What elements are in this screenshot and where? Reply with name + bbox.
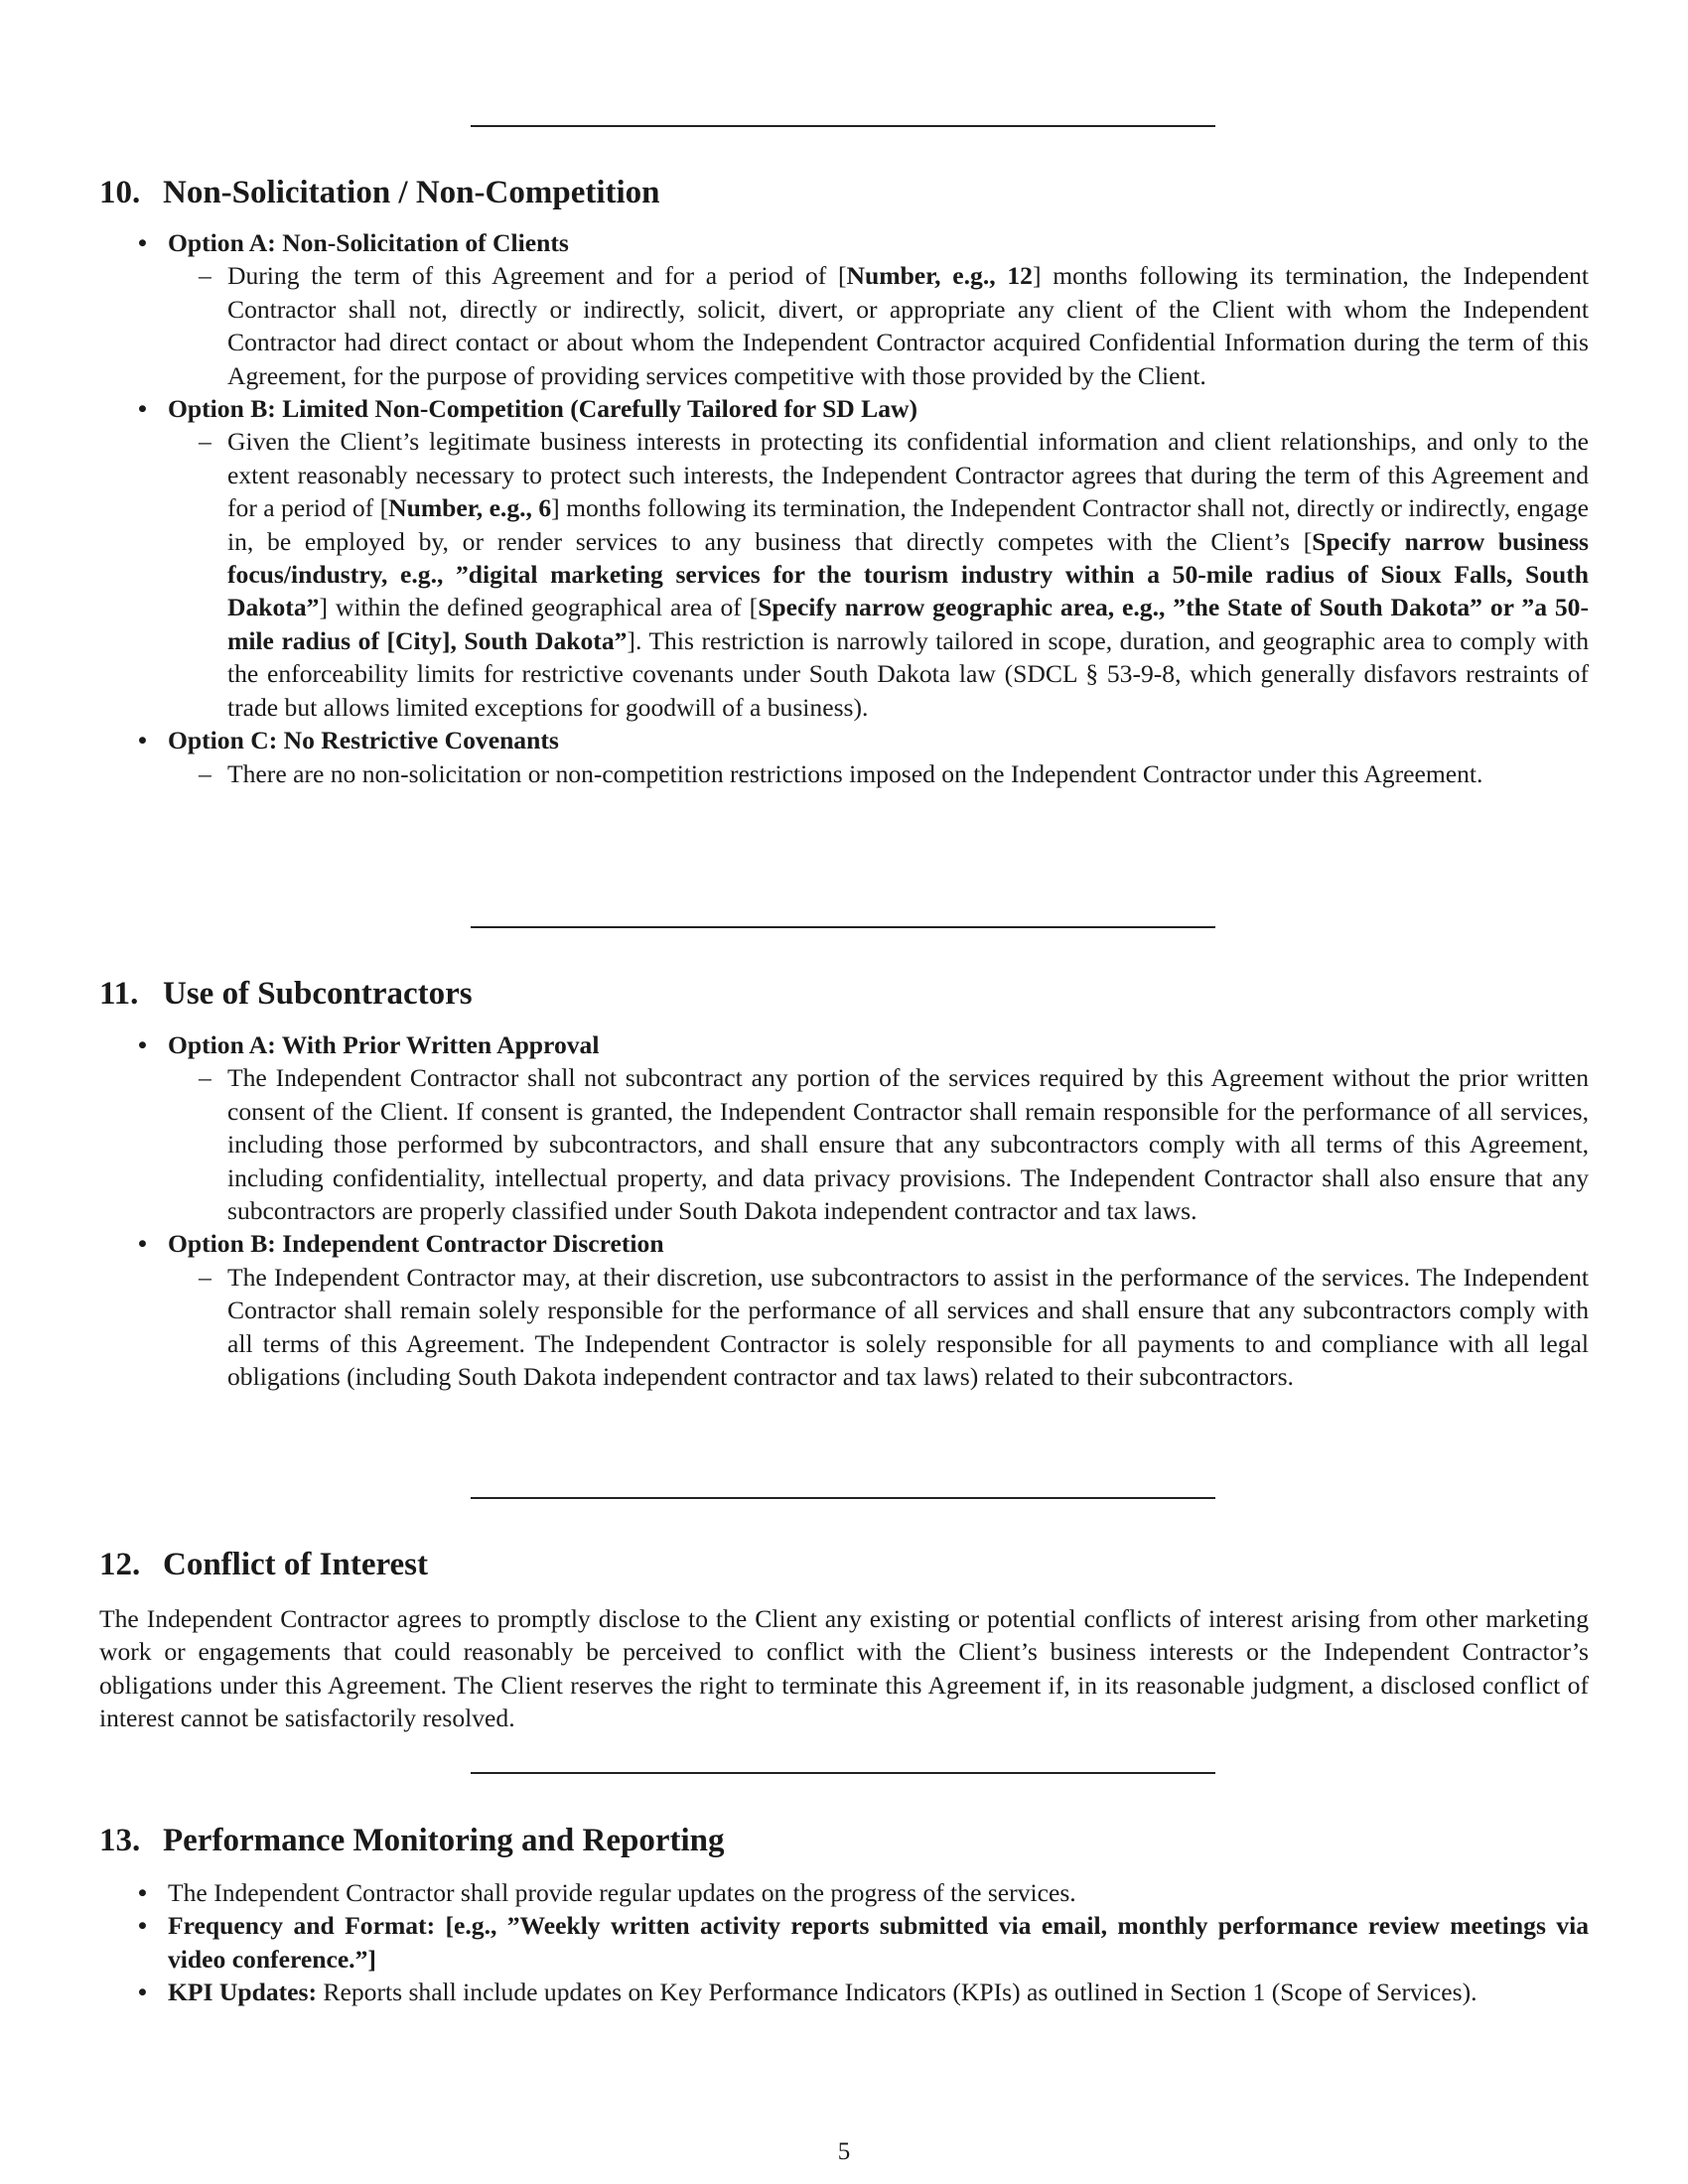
section-title: Performance Monitoring and Reporting <box>163 1823 725 1858</box>
bullet-item <box>99 1976 1589 2008</box>
option-label: • Option A: Non-Solicitation of Clients <box>99 226 1589 259</box>
section-number: 10. <box>99 175 141 210</box>
section-number: 12. <box>99 1547 141 1582</box>
section-title: Use of Subcontractors <box>163 976 473 1012</box>
document-page <box>99 0 1589 2184</box>
option-text <box>99 425 1589 724</box>
bullet-label: Frequency and Format: <box>168 1911 436 1941</box>
bullet-label: KPI Updates: <box>168 1978 318 2007</box>
section-12-heading <box>99 1545 428 1584</box>
bullet-item: • The Independent Contractor shall provide regular updates on the progress of the services. <box>99 1876 1589 1909</box>
section-10-heading <box>99 173 660 212</box>
text-run: ]. This restriction is narrowly tailored in scope, duration, and geographic area to comply with the enforceability limits for restrictive covenants under South Dakota law (SDCL § 53-9-8, which generally disfavors restraints of trade but allows limited exceptions for goodwill of a business). <box>227 625 1589 722</box>
placeholder-text: Specify narrow geographic area, e.g., ”the State of South Dakota” or ”a 50-mile radius of [City], South Dakota” <box>227 593 1589 655</box>
option-label: • Option C: No Restrictive Covenants <box>99 724 1589 756</box>
section-divider <box>471 926 1215 928</box>
section-10-body <box>99 226 1589 790</box>
text-run: ] months following its termination, the Independent Contractor shall not, directly or indirectly, engage in, be employed by, or render services to any business that directly competes with the Client’s [ <box>227 493 1589 556</box>
placeholder-text: [e.g., ”Weekly written activity reports submitted via email, monthly performance review meetings via video conference.”] <box>168 1911 1589 1974</box>
option-text: – The Independent Contractor shall not subcontract any portion of the services required by this Agreement without the prior written consent of the Client. If consent is granted, the Independent Contractor shall remain responsible for the performance of all services, including those performed by subcontractors, and shall ensure that any subcontractors comply with all terms of this Agreement, including confidentiality, intellectual property, and data privacy provisions. The Independent Contractor shall also ensure that any subcontractors are properly classified under South Dakota independent contractor and tax laws. <box>99 1061 1589 1227</box>
section-divider <box>471 1497 1215 1499</box>
text-run: ] within the defined geographical area of [ <box>319 593 759 622</box>
section-divider <box>471 1772 1215 1774</box>
section-number: 13. <box>99 1823 141 1858</box>
option-label: • Option B: Limited Non-Competition (Carefully Tailored for SD Law) <box>99 392 1589 425</box>
placeholder-text: Number, e.g., 12 <box>846 261 1033 291</box>
placeholder-text: Specify narrow business focus/industry, e.g., ”digital marketing services for the tourism industry within a 50-mile radius of Sioux Falls, South Dakota” <box>227 526 1589 622</box>
text-run: Reports shall include updates on Key Performance Indicators (KPIs) as outlined in Section 1 (Scope of Services). <box>323 1978 1477 2007</box>
section-13-heading <box>99 1821 725 1860</box>
section-divider <box>471 125 1215 127</box>
text-run: ] months following its termination, the Independent Contractor shall not, directly or indirectly, solicit, divert, or appropriate any client of the Client with whom the Independent Contractor had direct contact or about whom the Independent Contractor acquired Confidential Information during the term of this Agreement, for the purpose of providing services competitive with those provided by the Client. <box>227 261 1589 390</box>
option-text: – The Independent Contractor may, at their discretion, use subcontractors to assist in the performance of the services. The Independent Contractor shall remain solely responsible for the performance of all services and shall ensure that any subcontractors comply with all terms of this Agreement. The Independent Contractor is solely responsible for all payments to and compliance with all legal obligations (including South Dakota independent contractor and tax laws) related to their subcontractors. <box>99 1261 1589 1394</box>
page-number: 5 <box>837 2138 851 2165</box>
section-11-heading <box>99 974 473 1014</box>
text-run: Given the Client’s legitimate business interests in protecting its confidential information and client relationships, and only to the extent reasonably necessary to protect such interests, the Independent Contractor agrees that during the term of this Agreement and for a period of [ <box>227 427 1589 523</box>
option-label: • Option B: Independent Contractor Discretion <box>99 1227 1589 1260</box>
section-13-body <box>99 1876 1589 2009</box>
section-11-body <box>99 1028 1589 1393</box>
section-12-paragraph: The Independent Contractor agrees to promptly disclose to the Client any existing or potential conflicts of interest arising from other marketing work or engagements that could reasonably be perceived to conflict with the Client’s business interests or the Independent Contractor’s obligations under this Agreement. The Client reserves the right to terminate this Agreement if, in its reasonable judgment, a disclosed conflict of interest cannot be satisfactorily resolved. <box>99 1604 1589 1733</box>
option-text: – There are no non-solicitation or non-competition restrictions imposed on the Independent Contractor under this Agreement. <box>99 757 1589 790</box>
placeholder-text: Number, e.g., 6 <box>388 493 552 523</box>
option-text <box>99 259 1589 392</box>
option-label: • Option A: With Prior Written Approval <box>99 1028 1589 1061</box>
section-number: 11. <box>99 976 139 1012</box>
section-title: Conflict of Interest <box>163 1547 428 1582</box>
bullet-item <box>99 1909 1589 1976</box>
text-run: During the term of this Agreement and for a period of [ <box>227 261 847 291</box>
section-title: Non-Solicitation / Non-Competition <box>163 175 660 210</box>
